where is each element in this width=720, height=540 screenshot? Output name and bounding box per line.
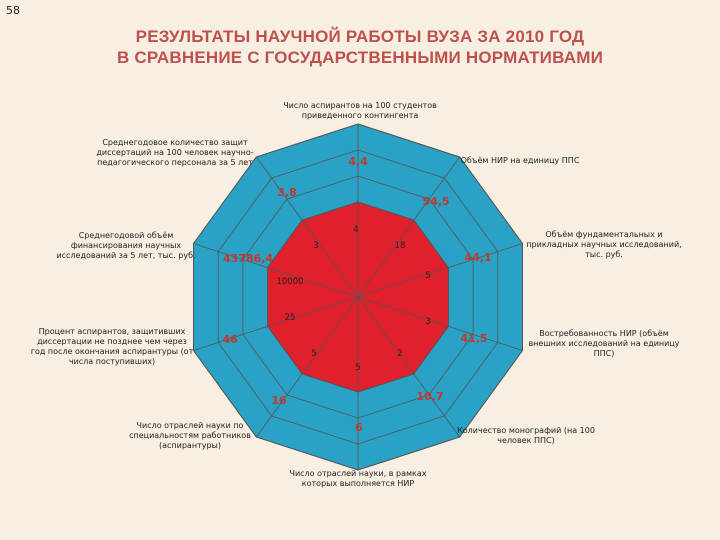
axis-label-line: ППС) bbox=[593, 349, 615, 358]
axis-label-line: которых выполняется НИР bbox=[301, 479, 415, 488]
axis-label-line: диссертации не позднее чем через bbox=[37, 337, 187, 346]
inner-value-9: 10000 bbox=[276, 277, 304, 287]
inner-value-8: 25 bbox=[284, 313, 296, 323]
axis-label-line: (аспирантуры) bbox=[159, 441, 221, 450]
axis-label-line: приведенного контингента bbox=[301, 111, 419, 120]
outer-value-4: 41,5 bbox=[460, 332, 488, 345]
outer-value-8: 46 bbox=[222, 333, 238, 346]
inner-value-7: 5 bbox=[311, 349, 317, 359]
slide-number: 58 bbox=[6, 4, 20, 17]
axis-label-line: Объём НИР на единицу ППС bbox=[460, 156, 580, 165]
axis-label-line: Число аспирантов на 100 студентов bbox=[283, 101, 437, 110]
axis-label-2 bbox=[461, 156, 580, 165]
axis-label-5 bbox=[457, 426, 595, 445]
inner-value-3: 5 bbox=[425, 271, 431, 281]
axis-label-6 bbox=[289, 469, 426, 488]
axis-label-line: Среднегодовой объём bbox=[78, 231, 174, 240]
outer-value-1: 4,4 bbox=[348, 155, 368, 168]
axis-label-9 bbox=[56, 231, 195, 260]
outer-value-2: 54,5 bbox=[422, 195, 450, 208]
axis-label-line: исследований за 5 лет, тыс. руб. bbox=[56, 251, 196, 260]
inner-value-4: 3 bbox=[425, 317, 431, 327]
axis-label-line: Востребованность НИР (объём bbox=[539, 329, 669, 338]
axis-label-line: Число отраслей науки по bbox=[136, 421, 244, 430]
axis-label-line: Число отраслей науки, в рамках bbox=[289, 469, 427, 478]
outer-value-9: 43786,4 bbox=[222, 252, 274, 265]
axis-label-line: диссертаций на 100 человек научно- bbox=[96, 148, 254, 157]
axis-label-line: тыс. руб. bbox=[585, 250, 623, 259]
axis-label-4 bbox=[528, 329, 679, 358]
axis-label-line: год после окончания аспирантуры (от bbox=[30, 347, 194, 356]
axis-label-line: человек ППС) bbox=[497, 436, 555, 445]
inner-value-2: 18 bbox=[394, 241, 406, 251]
inner-value-1: 4 bbox=[353, 225, 359, 235]
outer-value-5: 10,7 bbox=[416, 390, 444, 403]
page-title-line-1: РЕЗУЛЬТАТЫ НАУЧНОЙ РАБОТЫ ВУЗА ЗА 2010 ГОД bbox=[135, 27, 585, 46]
axis-label-10 bbox=[96, 138, 253, 167]
axis-label-line: Объём фундаментальных и bbox=[545, 230, 663, 239]
axis-label-line: Количество монографий (на 100 bbox=[457, 426, 595, 435]
axis-label-line: Процент аспирантов, защитивших bbox=[38, 327, 186, 336]
inner-value-10: 3 bbox=[313, 241, 319, 251]
axis-label-8 bbox=[31, 327, 194, 366]
axis-label-1 bbox=[283, 101, 437, 120]
inner-value-6: 5 bbox=[355, 363, 361, 373]
axis-label-line: Среднегодовое количество защит bbox=[102, 138, 248, 147]
page-title-line-2: В СРАВНЕНИЕ С ГОСУДАРСТВЕННЫМИ НОРМАТИВАМИ bbox=[116, 48, 603, 67]
axis-label-3 bbox=[526, 230, 681, 259]
axis-label-line: внешних исследований на единицу bbox=[528, 339, 680, 348]
axis-label-line: прикладных научных исследований, bbox=[526, 240, 682, 249]
axis-label-line: финансирования научных bbox=[70, 241, 182, 250]
axis-label-line: педагогического персонала за 5 лет bbox=[97, 158, 253, 167]
outer-value-10: 3,8 bbox=[277, 186, 297, 199]
outer-value-6: 6 bbox=[355, 421, 363, 434]
axis-label-line: специальностям работников bbox=[129, 431, 251, 440]
axis-label-7 bbox=[129, 421, 251, 450]
axis-label-line: числа поступивших) bbox=[68, 357, 156, 366]
inner-value-5: 2 bbox=[397, 349, 403, 359]
outer-value-3: 44,1 bbox=[464, 251, 492, 264]
outer-value-7: 16 bbox=[271, 394, 287, 407]
